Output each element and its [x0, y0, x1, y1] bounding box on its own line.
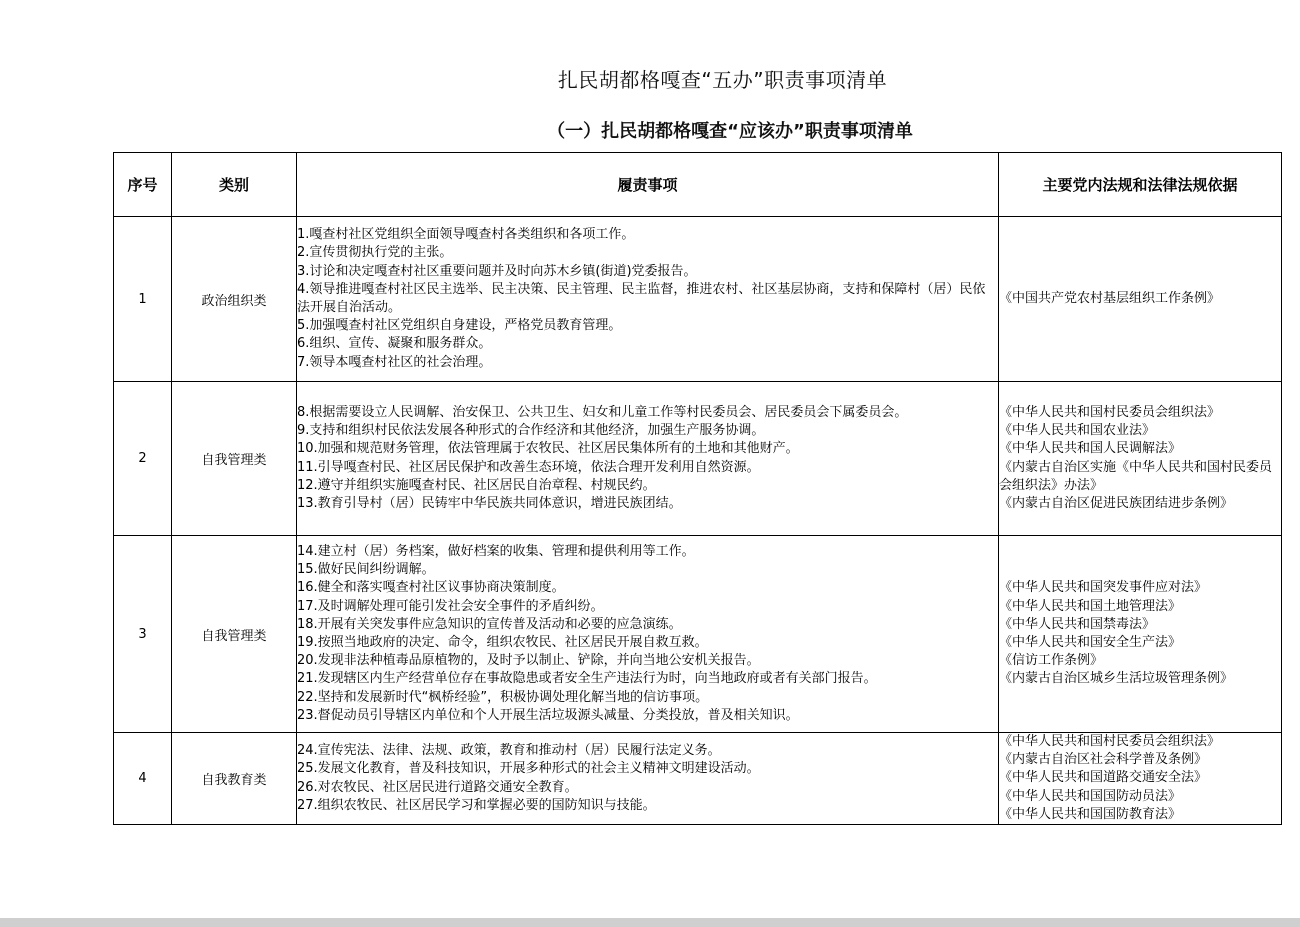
row-basis — [999, 382, 1282, 536]
basis-item: 《中华人民共和国突发事件应对法》 — [999, 580, 1208, 596]
duty-item: 16.健全和落实嘎查村社区议事协商决策制度。 — [297, 580, 565, 596]
duty-item: 21.发现辖区内生产经营单位存在事故隐患或者安全生产违法行为时，向当地政府或者有关部门报告。 — [297, 671, 877, 687]
basis-item: 《中华人民共和国人民调解法》 — [999, 441, 1182, 457]
duty-item: 6.组织、宣传、凝聚和服务群众。 — [297, 336, 492, 352]
duty-item: 7.领导本嘎查村社区的社会治理。 — [297, 354, 492, 370]
duty-item: 10.加强和规范财务管理，依法管理属于农牧民、社区居民集体所有的土地和其他财产。 — [297, 441, 799, 457]
row-number: 1 — [114, 217, 172, 382]
duty-table — [113, 152, 1282, 825]
basis-item: 《中华人民共和国村民委员会组织法》 — [999, 734, 1221, 749]
row-category: 自我管理类 — [172, 382, 297, 536]
basis-item: 《信访工作条例》 — [999, 653, 1104, 669]
basis-item: 《中华人民共和国禁毒法》 — [999, 616, 1156, 632]
table-header-row — [114, 153, 1282, 217]
duty-item: 11.引导嘎查村民、社区居民保护和改善生态环境，依法合理开发利用自然资源。 — [297, 459, 760, 475]
duty-item: 13.教育引导村（居）民铸牢中华民族共同体意识，增进民族团结。 — [297, 495, 682, 511]
basis-item: 《中国共产党农村基层组织工作条例》 — [999, 290, 1221, 306]
duty-item: 20.发现非法种植毒品原植物的，及时予以制止、铲除，并向当地公安机关报告。 — [297, 653, 760, 669]
row-duties — [297, 733, 999, 825]
duty-item: 17.及时调解处理可能引发社会安全事件的矛盾纠纷。 — [297, 598, 604, 614]
row-category: 自我管理类 — [172, 536, 297, 733]
duty-item: 18.开展有关突发事件应急知识的宣传普及活动和必要的应急演练。 — [297, 616, 682, 632]
duty-item: 3.讨论和决定嘎查村社区重要问题并及时向苏木乡镇(街道)党委报告。 — [297, 263, 697, 279]
basis-item: 《中华人民共和国国防教育法》 — [999, 806, 1182, 822]
basis-item: 《内蒙古自治区城乡生活垃圾管理条例》 — [999, 671, 1234, 687]
basis-item: 《内蒙古自治区实施《中华人民共和国村民委员会组织法》办法》 — [999, 459, 1273, 493]
duty-item: 19.按照当地政府的决定、命令，组织农牧民、社区居民开展自救互救。 — [297, 635, 708, 650]
duty-item: 12.遵守并组织实施嘎查村民、社区居民自治章程、村规民约。 — [297, 477, 656, 493]
basis-item: 《中华人民共和国道路交通安全法》 — [999, 770, 1208, 786]
row-basis — [999, 217, 1282, 382]
duty-item: 22.坚持和发展新时代“枫桥经验”，积极协调处理化解当地的信访事项。 — [297, 689, 709, 705]
duty-item: 1.嘎查村社区党组织全面领导嘎查村各类组织和各项工作。 — [297, 227, 635, 243]
row-duties — [297, 536, 999, 733]
header-category: 类别 — [172, 153, 297, 217]
duty-item: 23.督促动员引导辖区内单位和个人开展生活垃圾源头减量、分类投放，普及相关知识。 — [297, 707, 799, 723]
header-basis: 主要党内法规和法律法规依据 — [999, 153, 1282, 217]
row-category: 自我教育类 — [172, 733, 297, 825]
header-duties: 履责事项 — [297, 153, 999, 217]
duty-item: 27.组织农牧民、社区居民学习和掌握必要的国防知识与技能。 — [297, 797, 656, 813]
duty-item: 25.发展文化教育，普及科技知识，开展多种形式的社会主义精神文明建设活动。 — [297, 761, 760, 777]
row-number: 3 — [114, 536, 172, 733]
table-row — [114, 217, 1282, 382]
duty-item: 2.宣传贯彻执行党的主张。 — [297, 245, 453, 261]
row-number: 4 — [114, 733, 172, 825]
row-number: 2 — [114, 382, 172, 536]
basis-item: 《中华人民共和国安全生产法》 — [999, 635, 1182, 650]
table-row — [114, 733, 1282, 825]
row-basis — [999, 536, 1282, 733]
basis-item: 《内蒙古自治区促进民族团结进步条例》 — [999, 495, 1234, 511]
document-subtitle: （一）扎民胡都格嘎查“应该办”职责事项清单 — [547, 121, 913, 142]
duty-item: 5.加强嘎查村社区党组织自身建设，严格党员教育管理。 — [297, 318, 622, 334]
table-row — [114, 382, 1282, 536]
basis-item: 《中华人民共和国村民委员会组织法》 — [999, 404, 1221, 420]
duty-item: 4.领导推进嘎查村社区民主选举、民主决策、民主管理、民主监督，推进农村、社区基层协商，支持和保障村（居）民依法开展自治活动。 — [297, 281, 986, 315]
table-row — [114, 536, 1282, 733]
duty-item: 15.做好民间纠纷调解。 — [297, 562, 435, 578]
duty-item: 8.根据需要设立人民调解、治安保卫、公共卫生、妇女和儿童工作等村民委员会、居民委员会下属委员会。 — [297, 404, 908, 420]
duty-item: 14.建立村（居）务档案，做好档案的收集、管理和提供利用等工作。 — [297, 543, 695, 559]
row-category: 政治组织类 — [172, 217, 297, 382]
bottom-scroll-strip — [0, 918, 1300, 927]
basis-item: 《中华人民共和国国防动员法》 — [999, 788, 1182, 804]
header-num: 序号 — [114, 153, 172, 217]
basis-item: 《中华人民共和国农业法》 — [999, 423, 1156, 439]
duty-item: 9.支持和组织村民依法发展各种形式的合作经济和其他经济，加强生产服务协调。 — [297, 423, 765, 439]
basis-item: 《中华人民共和国土地管理法》 — [999, 598, 1182, 614]
basis-item: 《内蒙古自治区社会科学普及条例》 — [999, 752, 1208, 768]
document-title: 扎民胡都格嘎查“五办”职责事项清单 — [557, 68, 888, 92]
duty-item: 24.宣传宪法、法律、法规、政策，教育和推动村（居）民履行法定义务。 — [297, 743, 721, 759]
duty-item: 26.对农牧民、社区居民进行道路交通安全教育。 — [297, 779, 578, 795]
row-duties — [297, 217, 999, 382]
row-duties — [297, 382, 999, 536]
row-basis — [999, 733, 1282, 825]
